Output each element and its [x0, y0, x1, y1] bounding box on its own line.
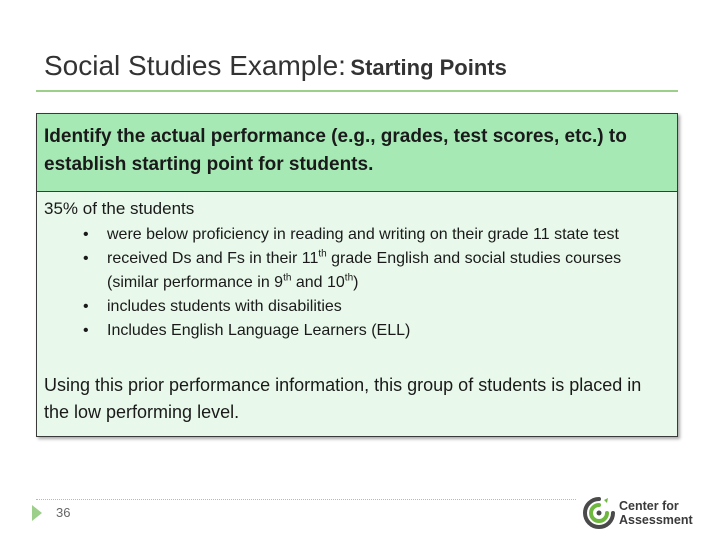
- content-box-header: [37, 114, 677, 192]
- slide-title-main: Social Studies Example:: [44, 50, 346, 81]
- header-instruction: Identify the actual performance (e.g., grades, test scores, etc.) to establish starting point for students.: [44, 126, 627, 175]
- footer-divider: [36, 499, 576, 500]
- bullet-list: [73, 223, 663, 343]
- footer-arrow-icon: [32, 505, 42, 521]
- list-item: • includes students with disabilities: [73, 295, 663, 319]
- list-item: • received Ds and Fs in their 11th grade English and social studies courses (similar performance in 9th and 10th): [83, 248, 622, 291]
- page-number: 36: [56, 505, 71, 520]
- slide-title: [44, 50, 507, 82]
- bullet-icon: •: [83, 298, 89, 315]
- list-item: • Includes English Language Learners (ELL): [73, 319, 663, 343]
- logo-swirl-icon: [582, 496, 616, 530]
- title-divider: [36, 90, 678, 92]
- logo-text: Center for Assessment: [619, 499, 693, 527]
- list-item: • were below proficiency in reading and writing on their grade 11 state test: [73, 223, 663, 247]
- center-for-assessment-logo: [582, 496, 692, 532]
- intro-text: 35% of the students: [44, 199, 195, 218]
- content-box: [36, 113, 678, 437]
- bullet-icon: •: [83, 322, 89, 339]
- slide-title-sub: Starting Points: [350, 55, 507, 80]
- bullet-icon: •: [83, 226, 89, 243]
- bullet-icon: •: [83, 250, 89, 267]
- closing-text: Using this prior performance information, this group of students is placed in the low performing level.: [44, 375, 642, 422]
